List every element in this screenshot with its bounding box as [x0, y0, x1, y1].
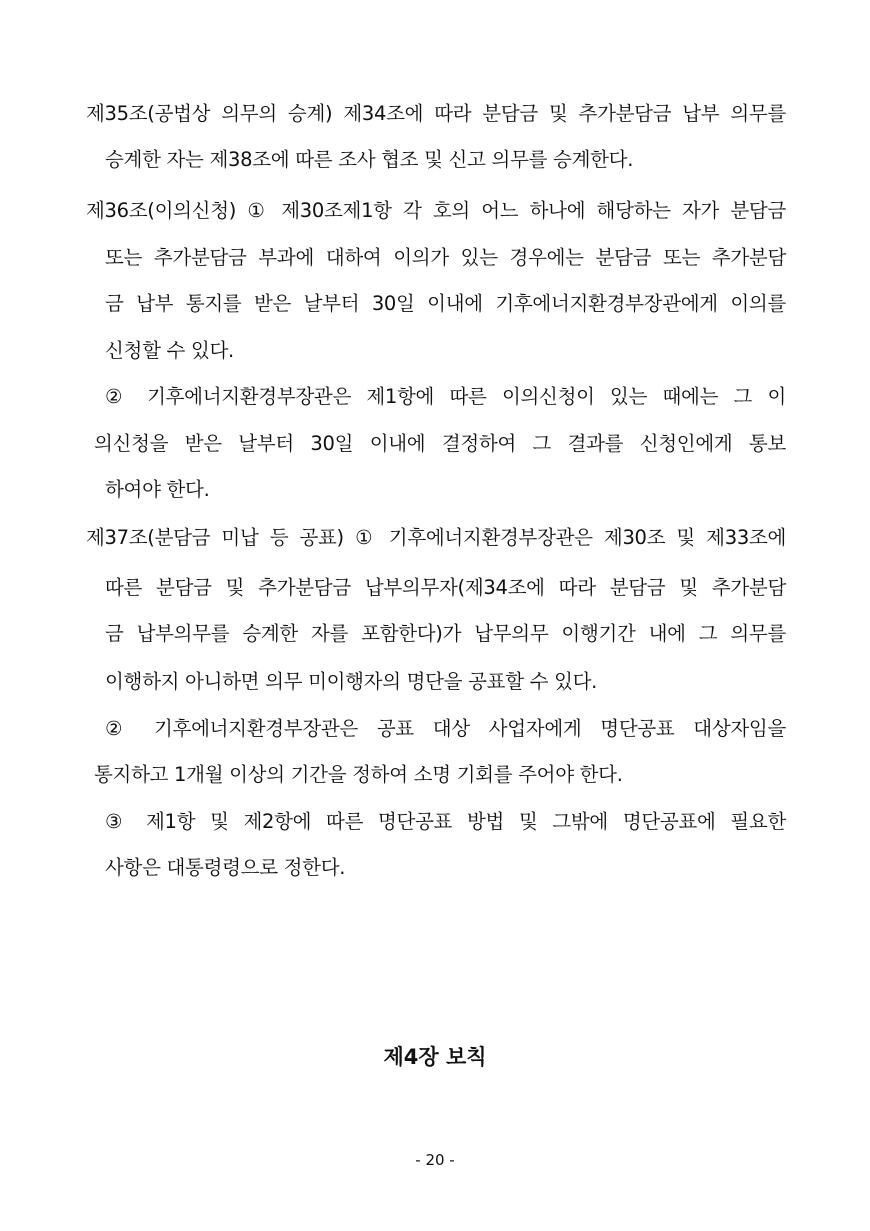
article-36-body-line: 신청할 수 있다. [105, 339, 234, 362]
article-35-body-line: 승계한 자는 제38조에 따른 조사 협조 및 신고 의무를 승계한다. [105, 148, 634, 171]
page-number: - 20 - [415, 1151, 455, 1169]
article-36-paragraph-2-line: 하여야 한다. [105, 478, 210, 501]
article-37-paragraph-2-line: ② 기후에너지환경부장관은 공표 대상 사업자에게 명단공표 대상자임을 [105, 717, 786, 740]
article-36-heading-line: 제36조(이의신청) ① 제30조제1항 각 호의 어느 하나에 해당하는 자가 분담금 [86, 199, 786, 222]
article-35-heading-line: 제35조(공법상 의무의 승계) 제34조에 따라 분담금 및 추가분담금 납부 의무를 [86, 102, 786, 125]
article-37-paragraph-3-line: 사항은 대통령령으로 정한다. [105, 856, 346, 879]
article-37-body-line: 따른 분담금 및 추가분담금 납부의무자(제34조에 따라 분담금 및 추가분담 [105, 576, 786, 599]
article-37-body-line: 이행하지 아니하면 의무 미이행자의 명단을 공표할 수 있다. [105, 670, 598, 693]
chapter-title: 제4장 보칙 [383, 1045, 487, 1069]
article-36-body-line: 또는 추가분담금 부과에 대하여 이의가 있는 경우에는 분담금 또는 추가분담 [105, 246, 786, 269]
article-37-paragraph-2-line: 통지하고 1개월 이상의 기간을 정하여 소명 기회를 주어야 한다. [94, 763, 623, 786]
article-37-paragraph-3-line: ③ 제1항 및 제2항에 따른 명단공표 방법 및 그밖에 명단공표에 필요한 [105, 810, 786, 833]
article-36-paragraph-2-line: ② 기후에너지환경부장관은 제1항에 따른 이의신청이 있는 때에는 그 이 [105, 385, 786, 408]
article-36-paragraph-2-line: 의신청을 받은 날부터 30일 이내에 결정하여 그 결과를 신청인에게 통보 [94, 432, 786, 455]
article-37-heading-line: 제37조(분담금 미납 등 공표) ① 기후에너지환경부장관은 제30조 및 제33조에 [86, 526, 786, 549]
article-36-body-line: 금 납부 통지를 받은 날부터 30일 이내에 기후에너지환경부장관에게 이의를 [105, 292, 786, 315]
article-37-body-line: 금 납부의무를 승계한 자를 포함한다)가 납무의무 이행기간 내에 그 의무를 [105, 622, 786, 645]
